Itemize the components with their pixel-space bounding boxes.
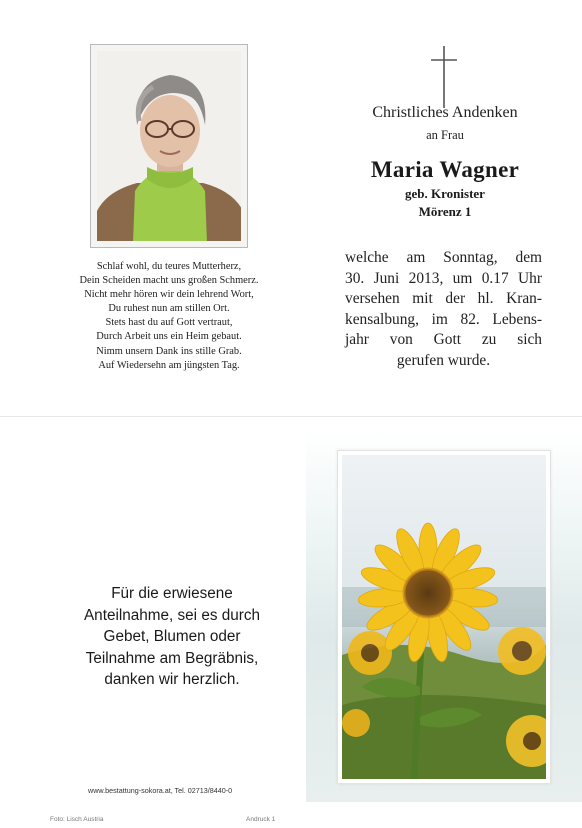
funeral-home-website: www.bestattung-sokora.at, Tel. 02713/8440-0: [88, 786, 233, 795]
deceased-name: Maria Wagner: [370, 157, 520, 182]
cross-icon: [429, 44, 459, 110]
portrait-photo: [97, 51, 241, 241]
portrait-frame: [90, 44, 248, 248]
death-line: gerufen wurde.: [396, 351, 491, 369]
poem-line: Stets hast du auf Gott vertraut,: [105, 317, 233, 329]
thanks-line: Teilnahme am Begräbnis,: [85, 649, 259, 667]
salutation: an Frau: [426, 128, 464, 142]
death-line: jahr von Gott zu sich: [345, 331, 542, 349]
poem-line: Durch Arbeit uns ein Heim gebaut.: [96, 331, 242, 343]
death-line: kensalbung, im 82. Lebens-: [345, 310, 542, 328]
sunflower-image: [342, 455, 546, 779]
death-notice: [345, 248, 542, 372]
death-line: versehen mit der hl. Kran-: [345, 290, 542, 308]
heading: Christliches Andenken: [372, 104, 518, 121]
title-block: [340, 104, 550, 220]
thanks-line: danken wir herzlich.: [104, 671, 240, 689]
thanks-line: Für die erwiesene: [111, 585, 233, 602]
poem-line: Schlaf wohl, du teures Mutterherz,: [96, 261, 242, 272]
photo-credit: Foto: Lisch Austria: [50, 816, 104, 823]
poem-line: Du ruhest nun am stillen Ort.: [108, 303, 230, 315]
death-line: welche am Sonntag, dem: [345, 249, 542, 266]
sunflower-card: [337, 450, 551, 784]
death-line: 30. Juni 2013, um 0.17 Uhr: [345, 269, 542, 287]
poem: [56, 260, 282, 373]
fold-line: [0, 416, 582, 417]
maiden-name: geb. Kronister: [405, 186, 485, 201]
thanks-text: [60, 583, 284, 691]
thanks-line: Gebet, Blumen oder: [103, 628, 241, 646]
poem-line: Auf Wiedersehn am jüngsten Tag.: [98, 359, 240, 371]
poem-line: Nimm unsern Dank ins stille Grab.: [96, 345, 242, 357]
portrait-illustration: [97, 51, 241, 241]
poem-line: Nicht mehr hören wir dein lehrend Wort,: [84, 289, 254, 301]
print-note: Andruck 1: [246, 816, 276, 823]
thanks-line: Anteilnahme, sei es durch: [83, 606, 260, 624]
address: Mörenz 1: [418, 204, 472, 219]
poem-line: Dein Scheiden macht uns großen Schmerz.: [79, 275, 259, 287]
